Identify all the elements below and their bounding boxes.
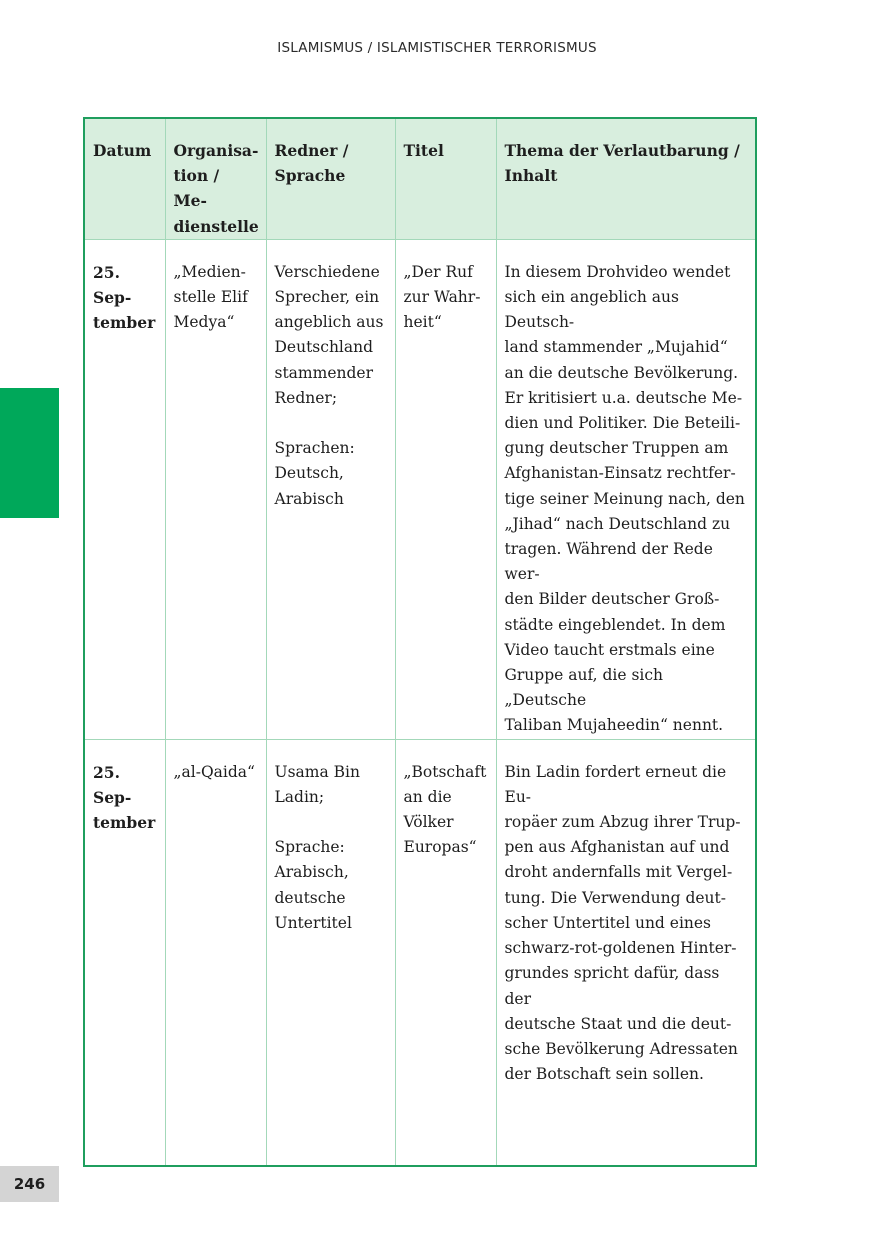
chapter-color-tab [0,388,59,518]
cell-datum: 25. Sep- tember [84,739,165,1166]
cell-redner: Usama Bin Ladin; Sprache: Arabisch, deutsche Untertitel [266,739,395,1166]
page-number: 246 [0,1166,59,1202]
cell-inhalt: In diesem Drohvideo wendet sich ein angeblich aus Deutsch- land stammender „Mujahid“ an die deutsche Bevölkerung. Er kritisiert u.a. deutsche Me- dien und Politiker. Die Beteili- gung deutscher Truppen am Afghanistan-Einsatz rechtfer- tige seiner Meinung nach, den „Jihad“ nach Deutschland zu tragen. Während der Rede wer- den Bilder deutscher Groß- städte eingeblendet. In dem Video taucht erstmals eine Gruppe auf, die sich „Deutsche Taliban Mujaheedin“ nennt. [496,239,756,739]
cell-organisation: „al-Qaida“ [165,739,266,1166]
column-header-inhalt: Thema der Verlautbarung / Inhalt [496,118,756,239]
table-row [84,739,756,1166]
cell-datum: 25. Sep- tember [84,239,165,739]
table-header-row [84,118,756,239]
cell-titel: „Der Ruf zur Wahr- heit“ [395,239,496,739]
column-header-redner: Redner / Sprache [266,118,395,239]
cell-titel: „Botschaft an die Völker Europas“ [395,739,496,1166]
column-header-datum: Datum [84,118,165,239]
cell-inhalt: Bin Ladin fordert erneut die Eu- ropäer zum Abzug ihrer Trup- pen aus Afghanistan auf und droht andernfalls mit Vergel- tung. Die Verwendung deut- scher Untertitel und eines schwarz-rot-goldenen Hinter- grundes spricht dafür, dass der deutsche Staat und die deut- sche Bevölkerung Adressaten der Botschaft sein sollen. [496,739,756,1166]
cell-redner: Verschiedene Sprecher, ein angeblich aus Deutschland stammender Redner; Sprachen: Deutsch, Arabisch [266,239,395,739]
running-header: ISLAMISMUS / ISLAMISTISCHER TERRORISMUS [277,40,597,56]
table-row [84,239,756,739]
cell-organisation: „Medien- stelle Elif Medya“ [165,239,266,739]
column-header-organisation: Organisa- tion / Me- dienstelle [165,118,266,239]
events-table [83,117,757,1167]
column-header-titel: Titel [395,118,496,239]
